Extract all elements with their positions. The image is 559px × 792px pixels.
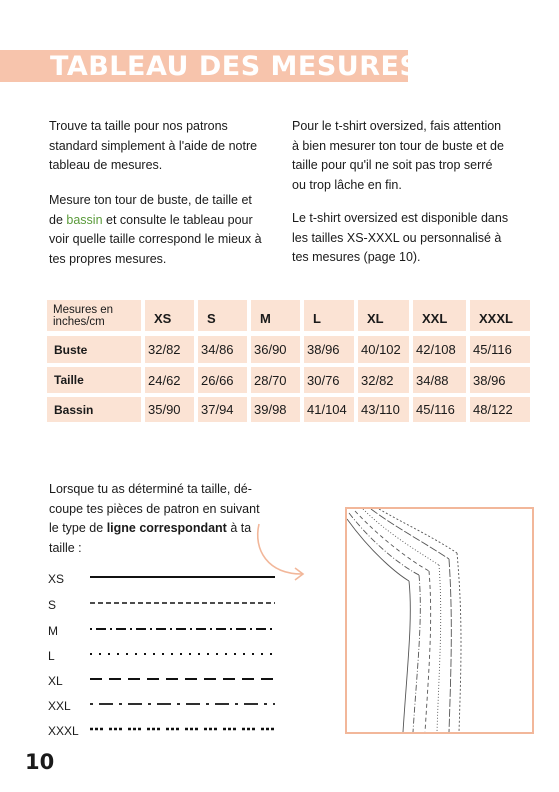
text-line: coupe tes pièces de patron en suivant <box>49 501 260 516</box>
table-cell: 35/90 <box>145 397 194 422</box>
line-type-explanation <box>49 480 260 558</box>
text-fragment: à ta <box>226 521 252 535</box>
pattern-illustration <box>345 507 534 734</box>
table-cell: 26/66 <box>198 367 247 393</box>
table-cell: 41/104 <box>304 397 354 422</box>
text-line: à bien mesurer ton tour de buste et de <box>292 138 504 153</box>
row-label-taille: Taille <box>47 367 141 393</box>
table-cell: 32/82 <box>358 367 409 393</box>
size-header-l: L <box>304 300 354 331</box>
size-header-xs: XS <box>145 300 194 331</box>
table-cell: 45/116 <box>413 397 466 422</box>
legend-label: XXXL <box>48 724 79 738</box>
line-sample-l <box>90 646 280 666</box>
table-cell: 39/98 <box>251 397 300 422</box>
table-cell: 28/70 <box>251 367 300 393</box>
page-title: TABLEAU DES MESURES <box>50 51 420 82</box>
legend-row-xxxl <box>48 721 288 741</box>
text-line: tableau de mesures. <box>49 158 163 172</box>
legend-label: S <box>48 598 57 612</box>
legend-row-m <box>48 621 288 641</box>
line-sample-m <box>90 621 280 641</box>
legend-row-l <box>48 646 288 666</box>
text-line <box>49 211 262 231</box>
table-cell: 36/90 <box>251 336 300 363</box>
text-line: taille : <box>49 540 82 555</box>
legend-label: M <box>48 624 58 638</box>
text-line: Le t-shirt oversized est disponible dans <box>292 211 509 225</box>
text-fragment: de <box>49 212 67 227</box>
table-cell: 45/116 <box>470 336 530 363</box>
line-sample-xxl <box>90 696 280 716</box>
table-cell: 42/108 <box>413 336 466 363</box>
table-cell: 32/82 <box>145 336 194 363</box>
text-line: tes propres mesures. <box>49 251 167 266</box>
line-sample-s <box>90 595 280 615</box>
page-number: 10 <box>25 750 55 774</box>
row-label-bassin: Bassin <box>47 397 141 422</box>
table-cell: 38/96 <box>470 367 530 393</box>
text-line: voir quelle taille correspond le mieux à <box>49 232 262 246</box>
text-line: les tailles XS-XXXL ou personnalisé à <box>292 230 502 245</box>
intro-left-paragraph-1 <box>49 117 257 176</box>
intro-right-paragraph-2 <box>292 209 508 268</box>
legend-label: XL <box>48 674 63 688</box>
table-cell: 40/102 <box>358 336 409 363</box>
line-sample-xl <box>90 671 280 691</box>
intro-left-paragraph-2 <box>49 191 262 269</box>
legend-row-xl <box>48 671 288 691</box>
size-header-xxl: XXL <box>413 300 466 331</box>
text-line: Lorsque tu as déterminé ta taille, dé- <box>49 482 252 496</box>
table-cell: 48/122 <box>470 397 530 422</box>
line-sample-xxxl <box>90 721 280 741</box>
table-cell: 24/62 <box>145 367 194 393</box>
text-fragment: et consulte le tableau pour <box>102 212 253 227</box>
size-header-m: M <box>251 300 300 331</box>
size-header-s: S <box>198 300 247 331</box>
row-label-buste: Buste <box>47 336 141 363</box>
table-cell: 30/76 <box>304 367 354 393</box>
text-line: ou trop lâche en fin. <box>292 177 402 192</box>
text-line: Trouve ta taille pour nos patrons <box>49 119 228 133</box>
legend-label: XXL <box>48 699 71 713</box>
size-header-xxxl: XXXL <box>470 300 530 331</box>
text-line: standard simplement à l'aide de notre <box>49 138 258 153</box>
size-header-xl: XL <box>358 300 409 331</box>
table-cell: 43/110 <box>358 397 409 422</box>
curved-arrow-icon <box>250 520 312 582</box>
legend-label: L <box>48 649 55 663</box>
table-corner-label: Mesures en inches/cm <box>47 300 141 331</box>
highlight-word: bassin <box>66 212 103 227</box>
table-cell: 34/88 <box>413 367 466 393</box>
text-line: Pour le t-shirt oversized, fais attention <box>292 119 502 133</box>
text-line: Mesure ton tour de buste, de taille et <box>49 193 252 207</box>
text-line: tes mesures (page 10). <box>292 250 421 264</box>
intro-right-paragraph-1 <box>292 117 504 195</box>
legend-label: XS <box>48 572 65 586</box>
legend-row-s <box>48 595 288 615</box>
table-cell: 34/86 <box>198 336 247 363</box>
bold-phrase: ligne correspondant <box>106 521 227 535</box>
text-line <box>49 519 260 539</box>
text-line: taille pour qu'il ne soit pas trop serré <box>292 158 493 172</box>
pattern-lines-drawing <box>347 509 532 732</box>
table-cell: 37/94 <box>198 397 247 422</box>
table-cell: 38/96 <box>304 336 354 363</box>
text-fragment: le type de <box>49 521 107 535</box>
legend-row-xxl <box>48 696 288 716</box>
